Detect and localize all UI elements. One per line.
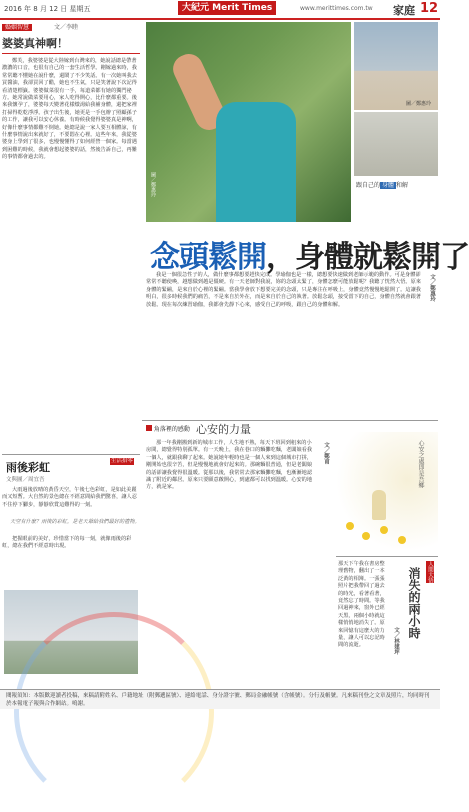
article-title: 心安的力量 <box>196 423 251 436</box>
page-number: 12 <box>420 1 439 16</box>
feature-headline <box>150 232 469 276</box>
rainbow-photo <box>4 590 138 674</box>
column-tag: 婚姻智慧 <box>2 24 32 31</box>
illustration <box>336 432 438 552</box>
article-body: 我是一個很急性子的人，做什麼事都想要趕快完成。學瑜伽也是一樣，總想要快速做到老師示範的動作。可是身體卻常常不聽使喚，越想做到越是僵硬。有一天老師對我說，妳的念頭太緊了，身體怎麼可能放鬆呢？我聽了恍然大悟。原來身體的緊繃，是來自於心裡的緊繃。當我學會放下想要完美的念頭，只是專注在呼吸上，身體竟然慢慢地鬆開了。這讓我明白，很多時候我們的痛苦，不是來自於外在，而是來自於自己的執著。放鬆念頭，接受當下的自己，身體自然就會跟著放鬆。現在每次練習瑜伽，我都會先靜下心來，感受自己的呼吸，跟自己的身體和解。 <box>146 272 421 308</box>
newspaper-logo: 大紀元 Merit Times <box>178 1 276 15</box>
photo-caption-vertical: 圖／鄭惠玲 <box>150 172 156 197</box>
square-bullet-icon <box>146 425 152 431</box>
article-title: 雨後彩虹 <box>6 461 50 474</box>
flower-icon <box>380 526 388 534</box>
tagline-post: 和解 <box>396 182 409 189</box>
article-body: 那天下午我在書房整理舊物，翻出了一本泛黃的相簿。一張張照片把我帶回了過去的時光，看著看著，竟然忘了時間。等我回過神來，窗外已經天黑，兩個小時就這樣悄悄地消失了。原來回憶有這麼大的力量，讓人可以忘記時間的流逝。 <box>338 561 385 649</box>
article-body: 那一年我剛搬到新的城市工作，人生地不熟，每天下班回到租來的小房間，總覺得特別孤單。有一天晚上，我在巷口的麵攤吃麵，老闆娘看我一個人，就跟我聊了起來。她說她年輕時也是一個人來到這個城市打拼，剛開始也很辛苦，但是慢慢地就會好起來的。那碗麵很普通，但是老闆娘的話卻讓我覺得很溫暖。從那以後，我常常去那家麵攤吃麵，也漸漸地認識了附近的鄰居。原來只要願意敞開心，到處都可以找到溫暖。心安的地方，就是家。 <box>146 440 313 491</box>
tagline-highlight: 身體 <box>382 182 395 189</box>
tagline-pre: 跟自己的 <box>356 182 381 189</box>
column-tag: 人間大悟 <box>427 561 433 583</box>
article-title: 婆婆真神啊！ <box>2 35 140 54</box>
reader-notice: 閱報須知：本版歡迎讀者投稿，來稿請附姓名、戶籍地址（附郵遞區號）、連絡電話、身分證字號、郵局金融帳號（含帳號）。分行及帳號。凡來稿刊登之文章及照片，均同時刊於本報電子報與合作網站。鳴謝。 <box>0 689 440 709</box>
photo-caption: 圖／鄭惠玲 <box>406 101 432 107</box>
person-figure-icon <box>372 490 386 520</box>
column-tag: 生活拾零 <box>110 458 133 464</box>
illustration-caption: 心安之處即是吾鄉 <box>417 440 424 488</box>
page-header <box>0 0 440 20</box>
headline-red: 念頭鬆開 <box>150 240 266 275</box>
article-body-2: 把握眼前的美好，珍惜當下的每一刻，就像雨後的彩虹，總在我們不經意時出現。 <box>2 536 132 550</box>
feature-tagline <box>356 180 408 189</box>
yoga-photo-stretch <box>354 22 438 110</box>
yoga-photo-main <box>146 22 351 222</box>
article-mother-in-law <box>2 22 140 450</box>
person-shirt <box>216 102 296 222</box>
flower-icon <box>362 532 370 540</box>
article-title: 消失的兩小時 <box>407 567 421 639</box>
section-tag-label: 角落裡的感動 <box>153 426 190 433</box>
section-name: 家庭 <box>393 4 415 17</box>
website-url: www.merittimes.com.tw <box>300 5 373 12</box>
article-quote: 天空有什麼？雨後的彩虹，是老天爺給我們最好的禮物。 <box>10 519 140 525</box>
article-author: 文／林建坪 <box>393 627 399 655</box>
headline-black: ，身體就鬆開了 <box>266 240 469 275</box>
article-author: 文與圖／周宜吾 <box>6 477 45 483</box>
article-author: 文／鄭惠玲 <box>429 274 435 302</box>
article-peace-of-mind <box>146 440 332 684</box>
flower-icon <box>346 522 354 530</box>
article-body: 大雨過後放晴的黃昏天空，午後七色彩虹，是如此美麗而又短暫。大自然的景色總在不經意間給我們驚喜，讓人忍不住停下腳步，靜靜欣賞這難得的一刻。 <box>2 487 137 508</box>
section-tag <box>146 424 190 433</box>
feature-article <box>146 272 438 416</box>
rainbow-header <box>2 455 140 475</box>
yoga-photo-fold <box>354 112 438 176</box>
flower-icon <box>398 536 406 544</box>
column-tag-row <box>2 22 140 31</box>
article-body: 鄭芙，我婆婆是從大陸嫁到台灣來的，她說話總是帶著濃濃的口音，也很有自己的一套生活哲學。剛嫁過來時，我常常聽不懂她在說什麼，還鬧了不少笑話。有一次她叫我去買醬油，我卻買回了醋，她也不生氣，只是笑著說下次記得看清楚標籤。婆婆做菜很有一手，每道菜都有她的獨門祕方。她常說做菜要用心，家人吃得開心，比什麼都重要。後來我懷孕了，婆婆每天變著花樣燉湯給我補身體，還把家裡打掃得乾乾淨淨。孩子出生後，她更是一手包辦了照顧孫子的工作，讓我可以安心休養。有時候我覺得婆婆真是神啊，好像什麼事情都難不倒她。她總是說一家人要互相體諒，有什麼事情說出來就好了，不要悶在心裡。這些年來，我從婆婆身上學到了很多，也慢慢懂得了如何經營一個家。每當遇到困難的時候，我就會想起婆婆的話，然後告訴自己，再難的事情都會過去的。 <box>2 58 137 161</box>
issue-date: 2016 年 8 月 12 日 星期五 <box>4 5 91 13</box>
article-lost-hours <box>336 556 438 685</box>
article-author: 文／鄭甫 <box>323 442 329 464</box>
article-author: 文／李睦 <box>53 24 78 31</box>
